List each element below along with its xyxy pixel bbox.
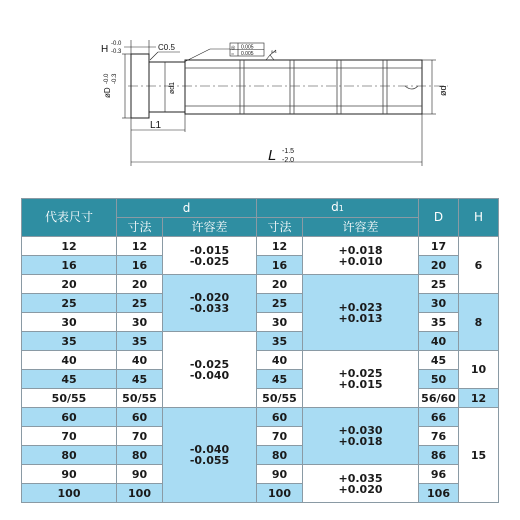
- table-row: [22, 370, 499, 389]
- table-row: [22, 313, 499, 332]
- cell-d: 45: [117, 370, 163, 389]
- cell-D: 66: [419, 408, 459, 427]
- cell-D: 50: [419, 370, 459, 389]
- cell-H: 10: [459, 351, 499, 389]
- cell-d1: 45: [257, 370, 303, 389]
- D-tol-upper: -0.0: [104, 73, 110, 84]
- cell-d-tol: -0.040 -0.055: [163, 408, 257, 503]
- header-d-dim: 寸法: [117, 218, 163, 237]
- L-label: L: [268, 147, 277, 164]
- table-row: [22, 294, 499, 313]
- cell-d1: 20: [257, 275, 303, 294]
- cell-D: 76: [419, 427, 459, 446]
- cell-D: 40: [419, 332, 459, 351]
- cell-d: 90: [117, 465, 163, 484]
- d1-label: ød1: [169, 81, 176, 94]
- table-row: [22, 484, 499, 503]
- header-d1-tol: 许容差: [303, 218, 419, 237]
- cell-D: 56/60: [419, 389, 459, 408]
- cell-D: 17: [419, 237, 459, 256]
- table-row: [22, 465, 499, 484]
- cell-size: 16: [22, 256, 117, 275]
- h-label: H: [101, 44, 109, 55]
- cell-d1: 16: [257, 256, 303, 275]
- header-d1-dim: 寸法: [257, 218, 303, 237]
- cell-size: 80: [22, 446, 117, 465]
- cell-d1-tol: +0.018 +0.010: [303, 237, 419, 275]
- L-tol-lower: -2.0: [282, 157, 295, 164]
- gdt-row2-value: 0.005: [241, 51, 254, 57]
- header-H: H: [459, 199, 499, 237]
- cell-size: 90: [22, 465, 117, 484]
- cell-size: 30: [22, 313, 117, 332]
- table-row: [22, 332, 499, 351]
- header-d1-main: d: [331, 200, 339, 214]
- cell-d-tol: -0.015 -0.025: [163, 237, 257, 275]
- cell-D: 106: [419, 484, 459, 503]
- cell-d: 12: [117, 237, 163, 256]
- cell-H: 8: [459, 294, 499, 351]
- table-row: [22, 237, 499, 256]
- cell-size: 40: [22, 351, 117, 370]
- dimension-spec-table: [21, 198, 499, 503]
- cell-D: 35: [419, 313, 459, 332]
- cell-size: 12: [22, 237, 117, 256]
- d-label: ød: [438, 85, 448, 96]
- cell-d1: 35: [257, 332, 303, 351]
- cell-d: 100: [117, 484, 163, 503]
- L1-label: L1: [150, 120, 162, 131]
- cell-size: 100: [22, 484, 117, 503]
- cell-size: 20: [22, 275, 117, 294]
- body-grooves: [185, 60, 422, 114]
- cell-D: 20: [419, 256, 459, 275]
- pin-neck: [149, 62, 185, 112]
- header-d1: [257, 199, 419, 218]
- cell-d: 60: [117, 408, 163, 427]
- table-row: [22, 427, 499, 446]
- table-row: [22, 446, 499, 465]
- cell-D: 86: [419, 446, 459, 465]
- cell-H: 15: [459, 408, 499, 503]
- cell-d1: 40: [257, 351, 303, 370]
- cell-d1: 25: [257, 294, 303, 313]
- header-size: 代表尺寸: [22, 199, 117, 237]
- cell-size: 50/55: [22, 389, 117, 408]
- L-tol-upper: -1.5: [282, 148, 295, 155]
- cell-d1: 12: [257, 237, 303, 256]
- cell-D: 30: [419, 294, 459, 313]
- cell-d: 80: [117, 446, 163, 465]
- table-row: [22, 275, 499, 294]
- table-row: [22, 256, 499, 275]
- cell-d: 40: [117, 351, 163, 370]
- pin-technical-drawing: [0, 0, 520, 190]
- table-row: [22, 389, 499, 408]
- D-tol-lower: -0.3: [112, 73, 118, 84]
- cell-d1-tol: +0.025 +0.015: [303, 351, 419, 408]
- cell-H: 12: [459, 389, 499, 408]
- cell-d1: 80: [257, 446, 303, 465]
- cell-D: 25: [419, 275, 459, 294]
- cell-d: 25: [117, 294, 163, 313]
- gdt-row1-value: 0.005: [241, 44, 254, 51]
- header-d1-sub: 1: [338, 204, 344, 213]
- cell-d1: 100: [257, 484, 303, 503]
- cell-D: 45: [419, 351, 459, 370]
- cell-size: 70: [22, 427, 117, 446]
- cell-size: 25: [22, 294, 117, 313]
- cell-d-tol: -0.025 -0.040: [163, 332, 257, 408]
- header-d-tol: 许容差: [163, 218, 257, 237]
- header-d: d: [117, 199, 257, 218]
- cell-d1-tol: +0.035 +0.020: [303, 465, 419, 503]
- gdt-frame: [230, 43, 264, 58]
- cell-d: 16: [117, 256, 163, 275]
- gdt-row1-symbol: ◎: [231, 45, 236, 51]
- cell-H: 6: [459, 237, 499, 294]
- cell-d: 20: [117, 275, 163, 294]
- cell-d1: 50/55: [257, 389, 303, 408]
- cell-d1-tol: +0.023 +0.013: [303, 275, 419, 351]
- cell-size: 35: [22, 332, 117, 351]
- cell-d1: 70: [257, 427, 303, 446]
- cell-d1: 30: [257, 313, 303, 332]
- cell-d1: 90: [257, 465, 303, 484]
- cell-d: 35: [117, 332, 163, 351]
- chamfer-label: C0.5: [158, 43, 175, 52]
- cell-size: 60: [22, 408, 117, 427]
- cell-size: 45: [22, 370, 117, 389]
- header-D: D: [419, 199, 459, 237]
- table-row: [22, 408, 499, 427]
- cell-D: 96: [419, 465, 459, 484]
- cell-d: 30: [117, 313, 163, 332]
- cell-d: 70: [117, 427, 163, 446]
- roughness-label: 0.4: [271, 49, 277, 54]
- cell-d1: 60: [257, 408, 303, 427]
- cell-d1-tol: +0.030 +0.018: [303, 408, 419, 465]
- D-label: øD: [103, 87, 112, 98]
- gdt-row2-symbol: ○: [231, 51, 235, 58]
- table-row: [22, 351, 499, 370]
- h-tol-upper: -0.0: [111, 41, 122, 47]
- h-tol-lower: -0.3: [111, 49, 122, 55]
- cell-d: 50/55: [117, 389, 163, 408]
- cell-d-tol: -0.020 -0.033: [163, 275, 257, 332]
